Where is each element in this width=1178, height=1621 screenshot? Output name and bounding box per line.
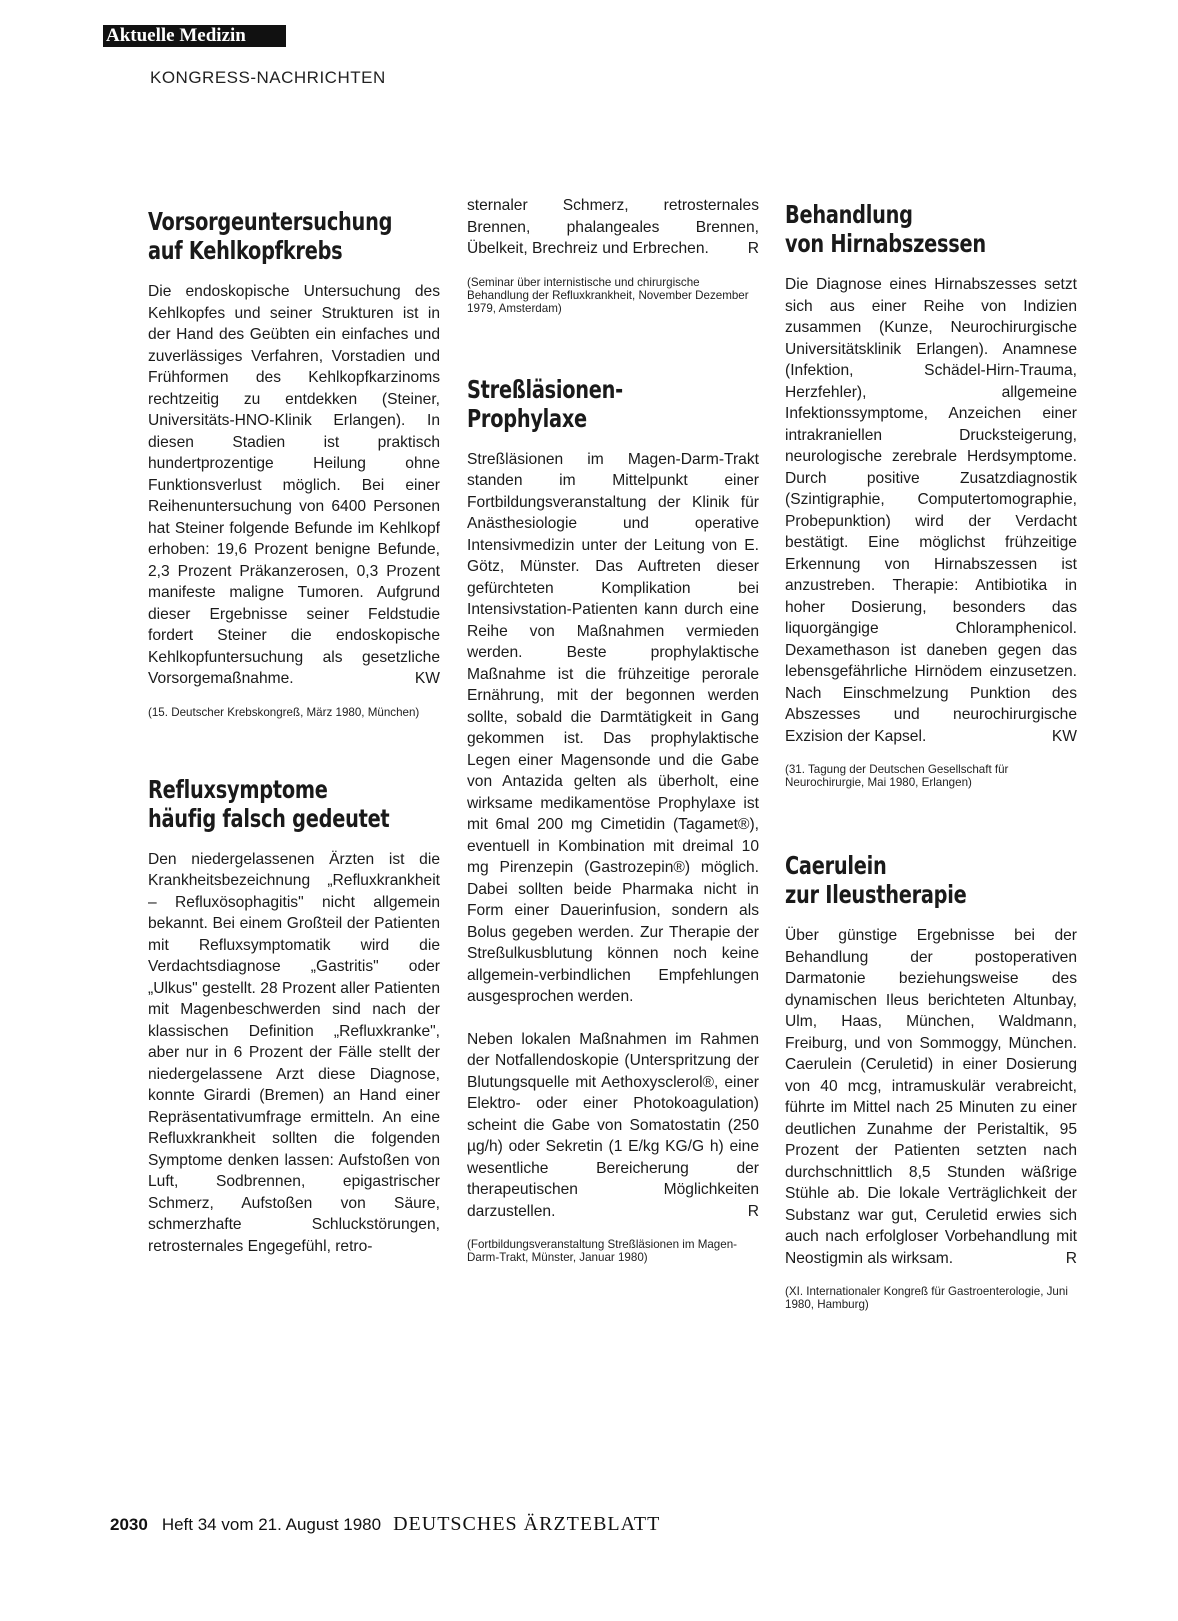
body-text: Die endoskopische Untersuchung des Kehlkopfes und seiner Strukturen ist in der Hand des Geübten ein einfaches und zuverlässiges Verfahren, Vorstadien und Frühformen des Kehlkopfkarzinoms rechtzeitig zu entdekken (Steiner, Universitäts-HNO-Klinik Erlangen). In diesen Stadien ist praktisch hundertprozentige Heilung ohne Funktionsverlust möglich. Bei einer Reihenuntersuchung von 6400 Personen hat Steiner folgende Befunde im Kehlkopf erhoben: 19,6 Prozent benigne Befunde, 2,3 Prozent Präkanzerosen, 0,3 Prozent manifeste maligne Tumoren. Aufgrund dieser Ergebnisse seiner Feldstudie fordert Steiner die endoskopische Kehlkopfuntersuchung als gesetzliche Vorsorgemaßnahme. — [148, 283, 440, 687]
section-label: Aktuelle Medizin — [103, 25, 286, 47]
title-line-2: von Hirnabszessen — [785, 229, 986, 258]
article-title — [785, 200, 1036, 258]
article-source: (Seminar über internistische und chirurgische Behandlung der Refluxkrankheit, November Dezember 1979, Amsterdam) — [467, 275, 749, 315]
article-source: (Fortbildungsveranstaltung Streßläsionen im Magen-Darm-Trakt, Münster, Januar 1980) — [467, 1238, 738, 1264]
article-body — [785, 274, 1077, 747]
article-title — [785, 851, 1036, 909]
body-text: Neben lokalen Maßnahmen im Rahmen der Notfallendoskopie (Unterspritzung der Blutungsquelle mit Aethoxysclerol®, einer Elektro- oder einer Photokoagulation) scheint die Gabe von Somatostatin (250 µg/h) oder Sekretin (1 E/kg KG/G h) eine wesentliche Bereicherung der therapeutischen Möglichkeiten darzustellen. — [467, 1030, 759, 1220]
title-line-1: Streßläsionen- — [467, 374, 623, 404]
author-initials: KW — [414, 670, 440, 687]
article-stress — [467, 375, 759, 1265]
body-text: Die Diagnose eines Hirnabszesses setzt sich aus einer Reihe von Indizien zusammen (Kunze, Neurochirurgische Universitätsklinik Erlangen). Anamnese (Infektion, Schädel-Hirn-Trauma, Herzfehler), allgemeine Infektionssymptome, Anzeichen einer intrakraniellen Drucksteigerung, neurologische zerebrale Herdsymptome. Durch positive Zusatzdiagnostik (Szintigraphie, Computertomographie, Probepunktion) wird der Verdacht bestätigt. Eine möglichst frühzeitige Erkennung von Hirnabszessen ist anzustreben. Therapie: Antibiotika in hoher Dosierung, besonders das liquorgängige Chloramphenicol. Dexamethason ist daneben gegen das lebensgefährliche Hirnödem einzusetzen. Nach Einschmelzung Punktion des Abszesses und neurochirurgische Exzision der Kapsel. — [785, 276, 1077, 745]
article-source: (15. Deutscher Krebskongreß, März 1980, München) — [148, 705, 420, 719]
article-body — [148, 281, 440, 690]
article-title — [467, 375, 718, 433]
article-source: (XI. Internationaler Kongreß für Gastroenterologie, Juni 1980, Hamburg) — [785, 1285, 1068, 1311]
title-line-2: Prophylaxe — [467, 403, 587, 433]
page-number: 2030 — [110, 1515, 148, 1534]
article-body — [467, 1029, 759, 1223]
article-body — [785, 925, 1077, 1269]
article-source: (31. Tagung der Deutschen Gesellschaft für Neurochirurgie, Mai 1980, Erlangen) — [785, 763, 1009, 789]
article-title — [148, 207, 399, 265]
article-title — [148, 775, 399, 833]
kicker: KONGRESS-NACHRICHTEN — [150, 68, 386, 87]
issue-info: Heft 34 vom 21. August 1980 — [161, 1515, 382, 1534]
title-line-2: auf Kehlkopfkrebs — [148, 236, 343, 265]
author-initials: R — [747, 240, 759, 257]
body-text: Über günstige Ergebnisse bei der Behandlung der postoperativen Darmatonie beziehungsweise des dynamischen Ileus berichteten Altunbay, Ulm, Haas, München, Waldmann, Freiburg, und von Sommoggy, München. Caerulein (Ceruletid) in einer Dosierung von 40 mcg, intramuskulär verabreicht, führte im Mittel nach 25 Minuten zu einer deutlichen Zunahme der Peristaltik, 95 Prozent der Patienten setzten nach durchschnittlich 8,5 Stunden wäßrige Stühle ab. Die lokale Verträglichkeit der Substanz war gut, Ceruletid erwies sich auch nach erfolgloser Vorbehandlung mit Neostigmin als wirksam. — [785, 927, 1077, 1267]
title-line-2: häufig falsch gedeutet — [148, 803, 390, 833]
title-line-1: Caerulein — [785, 851, 887, 880]
article-caerulein — [785, 851, 1077, 1311]
article-body: Den niedergelassenen Ärzten ist die Krankheitsbezeichnung „Refluxkrankheit – Refluxösophagitis" nicht allgemein bekannt. Bei einem Großteil der Patienten mit Refluxsymptomatik wird die Verdachtsdiagnose „Gastritis" oder „Ulkus" gestellt. 28 Prozent aller Patienten mit Magenbeschwerden sind nach der klassischen Definition „Refluxkranke", aber nur in 6 Prozent der Fälle stellt der niedergelassene Arzt diese Diagnose, konnte Girardi (Bremen) an Hand einer Repräsentativumfrage ermitteln. An eine Refluxkrankheit sollten die folgenden Symptome denken lassen: Aufstoßen von Luft, Sodbrennen, epigastrischer Schmerz, Aufstoßen von Säure, schmerzhafte Schluckstörungen, retrosternales Engegefühl, retro- — [148, 850, 440, 1255]
body-text: sternaler Schmerz, retrosternales Brennen, phalangeales Brennen, Übelkeit, Brechreiz und Erbrechen. — [467, 197, 759, 257]
magazine-name: DEUTSCHES ÄRZTEBLATT — [393, 1513, 661, 1535]
article-reflux-continued — [467, 195, 759, 315]
article-vorsorge — [148, 207, 440, 719]
page-footer — [110, 1513, 660, 1536]
author-initials: R — [1065, 1249, 1077, 1267]
column-3 — [785, 200, 1077, 1367]
column-2 — [467, 195, 759, 1320]
article-hirn — [785, 200, 1077, 789]
title-line-1: Behandlung — [785, 200, 913, 229]
author-initials: KW — [1051, 727, 1077, 745]
title-line-1: Refluxsymptome — [148, 774, 328, 804]
title-line-1: Vorsorgeuntersuchung — [148, 207, 393, 236]
article-body — [467, 195, 759, 260]
article-reflux — [148, 775, 440, 1258]
title-line-2: zur Ileustherapie — [785, 880, 967, 909]
article-body: Streßläsionen im Magen-Darm-Trakt standen im Mittelpunkt einer Fortbildungsveranstaltung der Klinik für Anästhesiologie und operative Intensivmedizin unter der Leitung von E. Götz, Münster. Das Auftreten dieser gefürchteten Komplikation bei Intensivstation-Patienten kann durch eine Reihe von Maßnahmen vermieden werden. Beste prophylaktische Maßnahme ist die frühzeitige perorale Ernährung, mit der begonnen werden sollte, sobald die Darmtätigkeit in Gang gekommen ist. Das prophylaktische Legen einer Magensonde und die Gabe von Antazida gelten als überholt, eine wirksame medikamentöse Prophylaxe ist mit 6mal 200 mg Cimetidin (Tagamet®), eventuell in Kombination mit dreimal 10 mg Pirenzepin (Gastrozepin®) möglich. Dabei sollten beide Pharmaka nicht in Form einer Dauerinfusion, sondern als Bolus gegeben werden. Zur Therapie der Streßulkusblutung können noch keine allgemein-verbindlichen Empfehlungen ausgesprochen werden. — [467, 450, 759, 1005]
author-initials: R — [747, 1202, 759, 1220]
column-1 — [148, 207, 440, 1313]
